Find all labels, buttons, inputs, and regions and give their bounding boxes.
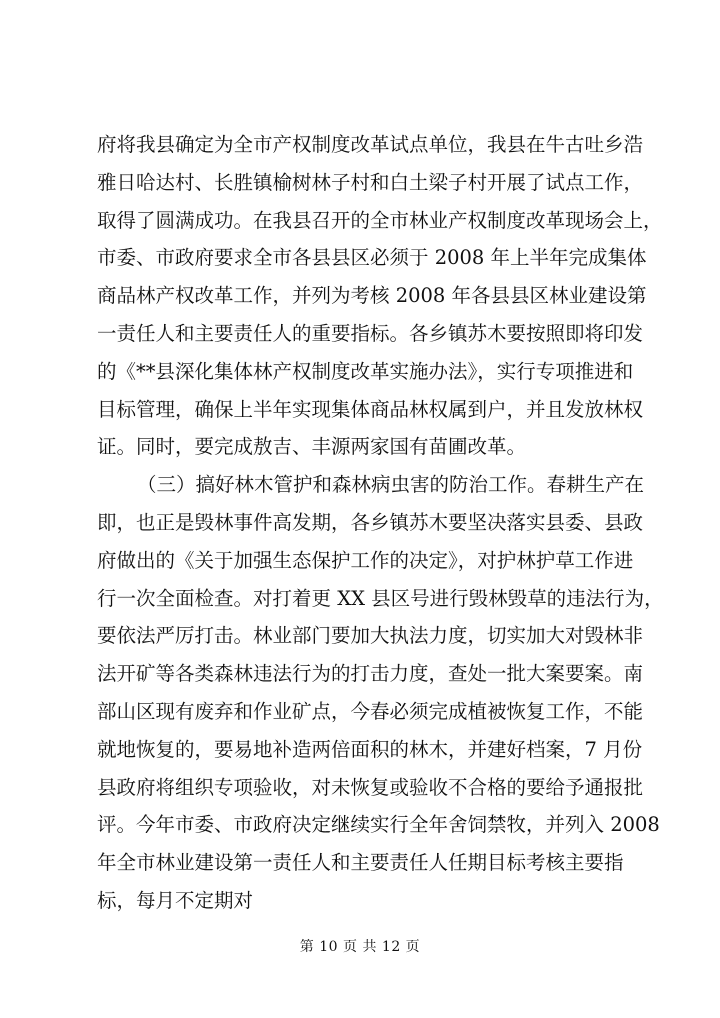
text-line: 标，每月不定期对 [97, 888, 254, 912]
text-line: 府将我县确定为全市产权制度改革试点单位，我县在牛古吐乡浩 [97, 133, 644, 156]
text-line: 就地恢复的，要易地补造两倍面积的林木，并建好档案，7 月份 [97, 737, 643, 761]
text-line: 县政府将组织专项验收，对未恢复或验收不合格的要给予通报批 [97, 775, 644, 799]
text-line: 行一次全面检查。对打着更 XX 县区号进行毁林毁草的违法行为， [97, 586, 664, 610]
text-line: 即，也正是毁林事件高发期，各乡镇苏木要坚决落实县委、县政 [97, 510, 644, 534]
text-line: 府做出的《关于加强生态保护工作的决定》，对护林护草工作进 [97, 548, 634, 572]
section-heading-line: （三）搞好林木管护和森林病虫害的防治工作。春耕生产在 [137, 473, 645, 497]
text-line: 部山区现有废弃和作业矿点，今春必须完成植被恢复工作，不能 [97, 699, 644, 723]
text-line: 雅日哈达村、长胜镇榆树林子村和白土梁子村开展了试点工作， [97, 170, 644, 194]
text-line: 商品林产权改革工作，并列为考核 2008 年各县县区林业建设第 [97, 284, 647, 308]
text-line: 要依法严厉打击。林业部门要加大执法力度，切实加大对毁林非 [97, 624, 644, 648]
page-footer: 第 10 页 共 12 页 [299, 939, 421, 955]
text-line: 目标管理，确保上半年实现集体商品林权属到户，并且发放林权 [97, 397, 644, 421]
text-line: 市委、市政府要求全市各县县区必须于 2008 年上半年完成集体 [97, 246, 647, 270]
text-line: 年全市林业建设第一责任人和主要责任人任期目标考核主要指 [97, 851, 624, 875]
text-line: 一责任人和主要责任人的重要指标。各乡镇苏木要按照即将印发 [97, 321, 644, 345]
text-line: 评。今年市委、市政府决定继续实行全年舍饲禁牧，并列入 2008 [97, 813, 660, 837]
text-line: 的《**县深化集体林产权制度改革实施办法》，实行专项推进和 [97, 359, 634, 383]
text-line: 法开矿等各类森林违法行为的打击力度，查处一批大案要案。南 [97, 662, 644, 686]
document-body [97, 126, 664, 920]
text-line: 取得了圆满成功。在我县召开的全市林业产权制度改革现场会上， [97, 208, 663, 232]
text-line: 证。同时，要完成敖吉、丰源两家国有苗圃改革。 [97, 435, 527, 459]
